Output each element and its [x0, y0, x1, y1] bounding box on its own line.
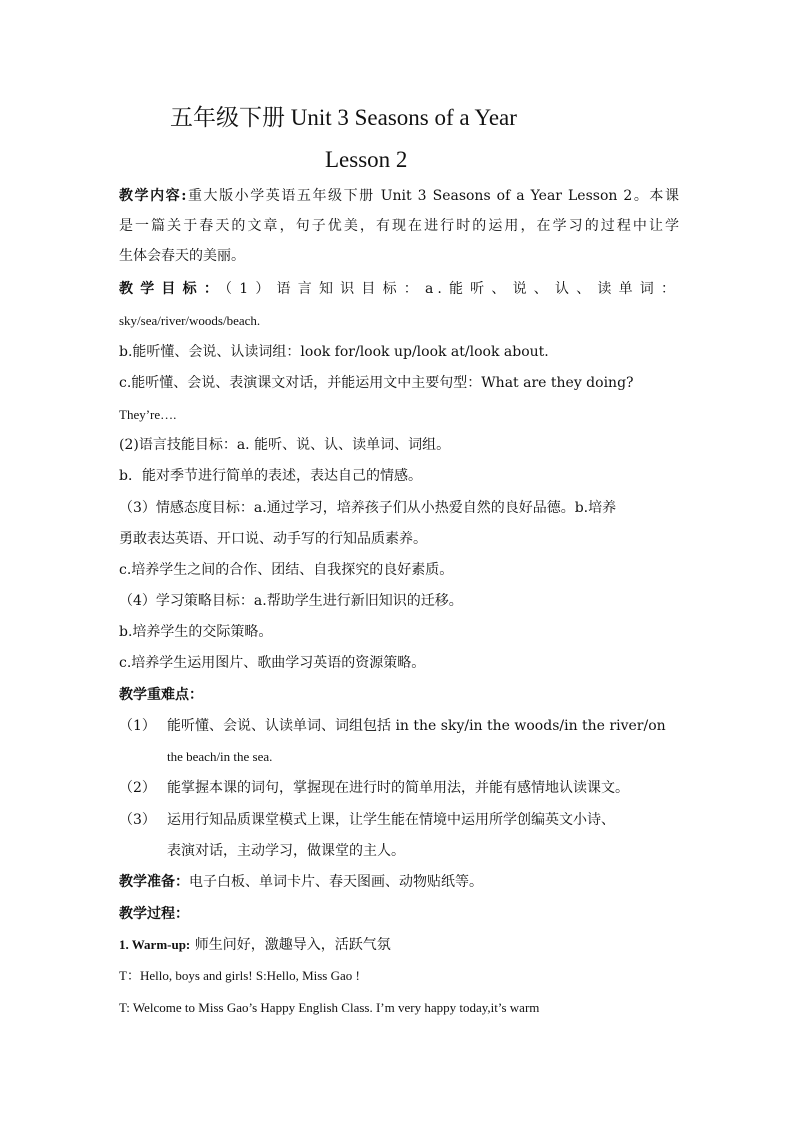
keypoints-label: 教学重难点：	[119, 687, 203, 703]
dialog-line-2: T: Welcome to Miss Gao’s Happy English Class. I’m very happy today,it’s warm	[119, 1000, 540, 1015]
keypoint-3-line-1: 运用行知品质课堂模式上课，让学生能在情境中运用所学创编英文小诗、	[167, 812, 615, 828]
step-1-label: 1. Warm-up:	[119, 937, 191, 952]
goals-g2: (2)语言技能目标：a. 能听、说、认、读单词、词组。	[119, 437, 451, 453]
prep-label: 教学准备：	[119, 874, 189, 890]
goals-g1-words: sky/sea/river/woods/beach.	[119, 313, 261, 328]
keypoint-1-line-2: the beach/in the sea.	[167, 749, 273, 764]
content-label: 教学内容:	[119, 188, 187, 204]
keypoint-3-line-2: 表演对话，主动学习，做课堂的主人。	[167, 843, 405, 859]
goals-g4: （4）学习策略目标：a.帮助学生进行新旧知识的迁移。	[119, 593, 463, 609]
keypoint-1-line-1: 能听懂、会说、认读单词、词组包括 in the sky/in the woods/in the river/on	[167, 718, 666, 734]
goals-g4-b: b.培养学生的交际策略。	[119, 624, 273, 640]
goals-g3-c: c.培养学生之间的合作、团结、自我探究的良好素质。	[119, 562, 454, 578]
dialog-line-1: T：Hello, boys and girls! S:Hello, Miss Gao !	[119, 968, 360, 983]
goals-g2-b: b．能对季节进行简单的表述，表达自己的情感。	[119, 468, 422, 484]
step-1-text: 师生问好，激趣导入，活跃气氛	[190, 937, 391, 953]
goals-g4-c: c.培养学生运用图片、歌曲学习英语的资源策略。	[119, 655, 426, 671]
keypoint-3-num: （3）	[119, 812, 156, 828]
goals-g3-2: 勇敢表达英语、开口说、动手写的行知品质素养。	[119, 531, 427, 547]
process-label: 教学过程：	[119, 906, 189, 922]
goals-g1-text: （1）语言知识目标：a.能听、说、认、读单词：	[225, 281, 679, 297]
process-step-1	[119, 935, 679, 955]
doc-title: 五年级下册 Unit 3 Seasons of a Year	[170, 105, 517, 130]
doc-subtitle: Lesson 2	[325, 147, 408, 172]
goals-line-1	[119, 279, 679, 299]
keypoint-2-num: （2）	[119, 780, 156, 796]
goals-label: 教学目标：	[119, 281, 226, 297]
keypoint-2-line-1: 能掌握本课的词句，掌握现在进行时的简单用法，并能有感情地认读课文。	[167, 780, 629, 796]
prep-text: 电子白板、单词卡片、春天图画、动物贴纸等。	[189, 874, 483, 890]
goals-g1-c2: They’re….	[119, 407, 177, 422]
goals-g3: （3）情感态度目标：a.通过学习，培养孩子们从小热爱自然的良好品德。b.培养	[119, 500, 617, 516]
goals-g1-b: b.能听懂、会说、认读词组：look for/look up/look at/look about.	[119, 344, 549, 360]
content-line-2: 是一篇关于春天的文章，句子优美，有现在进行时的运用，在学习的过程中让学	[119, 218, 679, 234]
goals-g1-c: c.能听懂、会说、表演课文对话，并能运用文中主要句型：What are they doing?	[119, 375, 634, 391]
prep-line	[119, 872, 679, 892]
content-line-1	[119, 186, 679, 206]
content-line-3: 生体会春天的美丽。	[119, 248, 245, 264]
keypoint-1-num: （1）	[119, 718, 156, 734]
content-text-1: 重大版小学英语五年级下册 Unit 3 Seasons of a Year Lesson 2。本课	[186, 188, 679, 204]
